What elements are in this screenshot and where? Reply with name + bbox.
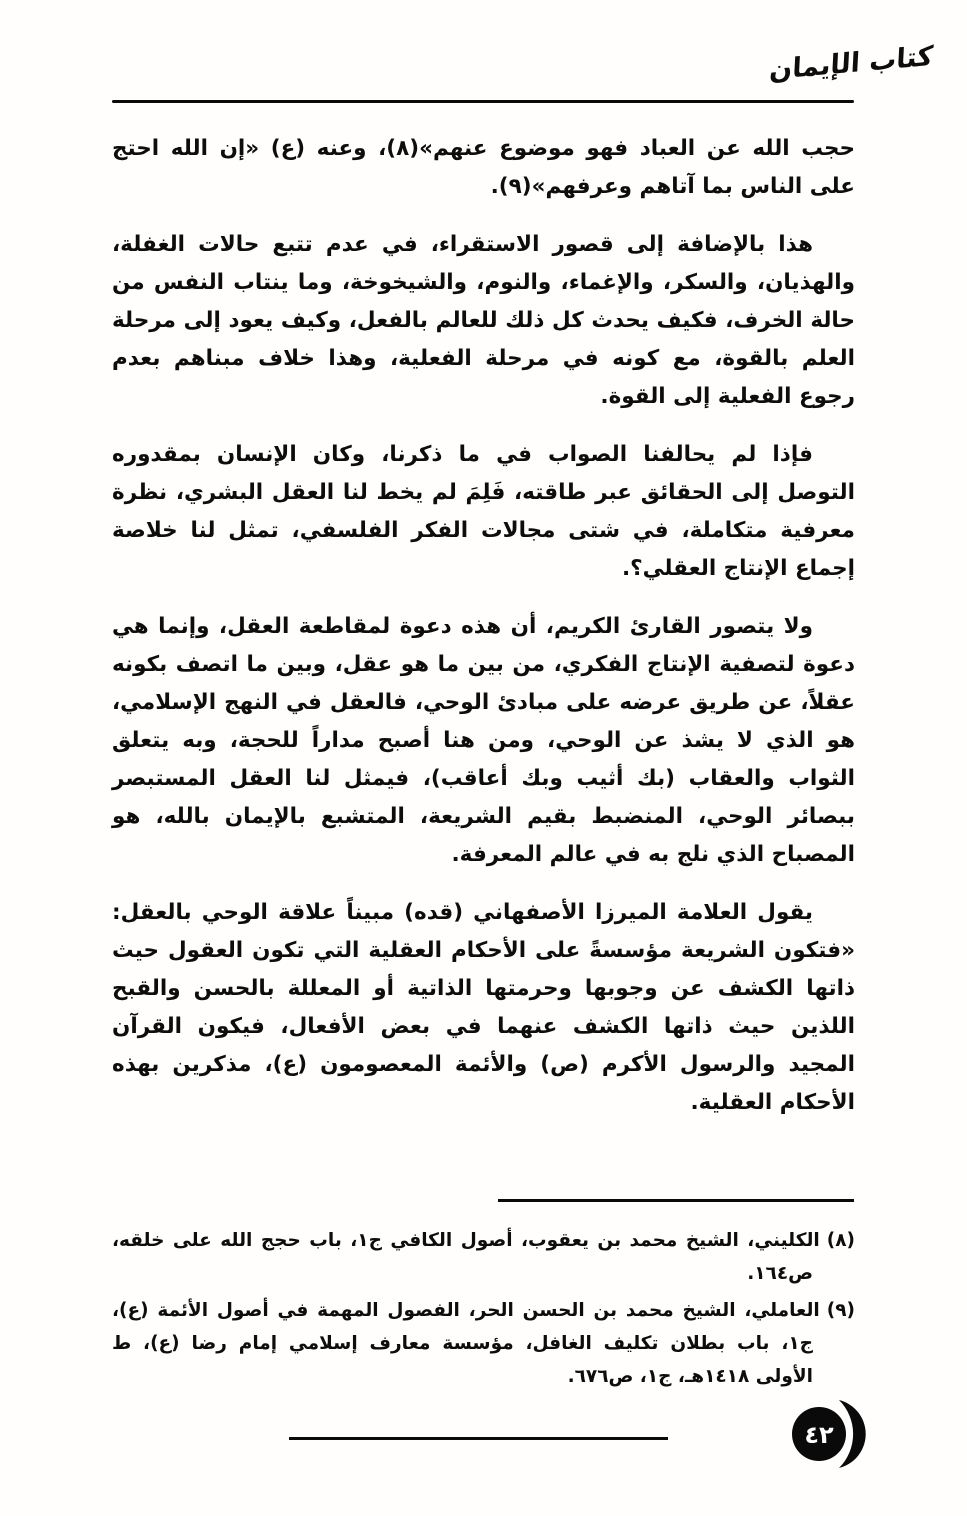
page-number: ٤٢ — [804, 1421, 834, 1449]
footer-divider — [289, 1437, 668, 1440]
paragraph-5: يقول العلامة الميرزا الأصفهاني (قده) مبيناً علاقة الوحي بالعقل: «فتكون الشريعة مؤسسةً على الأحكام العقلية التي تكون العقول حيث ذاتها الكشف عن وجوبها وحرمتها الذاتية أو المعللة بالحسن والقبح اللذين حيث ذاتها الكشف عنهما في بعض الأفعال، فيكون القرآن المجيد والرسول الأكرم (ص) والأئمة المعصومون (ع)، مذكرين بهذه الأحكام العقلية. — [112, 900, 855, 1115]
paragraph-2: هذا بالإضافة إلى قصور الاستقراء، في عدم تتبع حالات الغفلة، والهذيان، والسكر، والإغماء، والنوم، والشيخوخة، وما ينتاب النفس من حالة الخرف، فكيف يحدث كل ذلك للعالم بالفعل، وكيف يعود إلى مرحلة العلم بالقوة، مع كونه في مرحلة الفعلية، وهذا خلاف مبناهم بعدم رجوع الفعلية إلى القوة. — [112, 232, 855, 409]
paragraph-1: حجب الله عن العباد فهو موضوع عنهم»(٨)، وعنه (ع) «إن الله احتج على الناس بما آتاهم وعرفهم»(٩). — [112, 136, 855, 199]
footnotes-section — [112, 1224, 855, 1397]
page-number-emblem — [789, 1394, 867, 1474]
crescent-icon — [789, 1394, 867, 1474]
book-title-calligraphy: كتاب الإيمان — [768, 40, 934, 87]
footnote-8 — [112, 1224, 855, 1290]
footnote-9-marker: (٩) — [826, 1300, 855, 1321]
paragraph-3: فإذا لم يحالفنا الصواب في ما ذكرنا، وكان الإنسان بمقدوره التوصل إلى الحقائق عبر طاقته، فَلِمَ لم يخط لنا العقل البشري، نظرة معرفية متكاملة، في شتى مجالات الفكر الفلسفي، تمثل لنا خلاصة إجماع الإنتاج العقلي؟. — [112, 442, 855, 581]
footnote-8-text: الكليني، الشيخ محمد بن يعقوب، أصول الكافي ج١، باب حجج الله على خلقه، ص١٦٤. — [112, 1230, 820, 1284]
footnote-9-text: العاملي، الشيخ محمد بن الحسن الحر، الفصول المهمة في أصول الأئمة (ع)، ج١، باب بطلان تكليف الغافل، مؤسسة معارف إسلامي إمام رضا (ع)، ط الأولى ١٤١٨هـ، ج١، ص٦٧٦. — [112, 1300, 820, 1387]
paragraph-4: ولا يتصور القارئ الكريم، أن هذه دعوة لمقاطعة العقل، وإنما هي دعوة لتصفية الإنتاج الفكري، من بين ما هو عقل، وبين ما اتصف بكونه عقلاً، عن طريق عرضه على مبادئ الوحي، فالعقل في النهج الإسلامي، هو الذي لا يشذ عن الوحي، ومن هنا أصبح مداراً للحجة، وبه يتعلق الثواب والعقاب (بك أثيب وبك أعاقب)، فيمثل لنا العقل المستبصر ببصائر الوحي، المنضبط بقيم الشريعة، المتشبع بالإيمان بالله، هو المصباح الذي نلج به في عالم المعرفة. — [112, 614, 855, 867]
footnote-8-marker: (٨) — [826, 1230, 855, 1251]
footnote-9 — [112, 1294, 855, 1393]
body-text — [112, 130, 855, 1142]
footnote-separator — [498, 1199, 854, 1202]
header-divider — [112, 100, 854, 103]
